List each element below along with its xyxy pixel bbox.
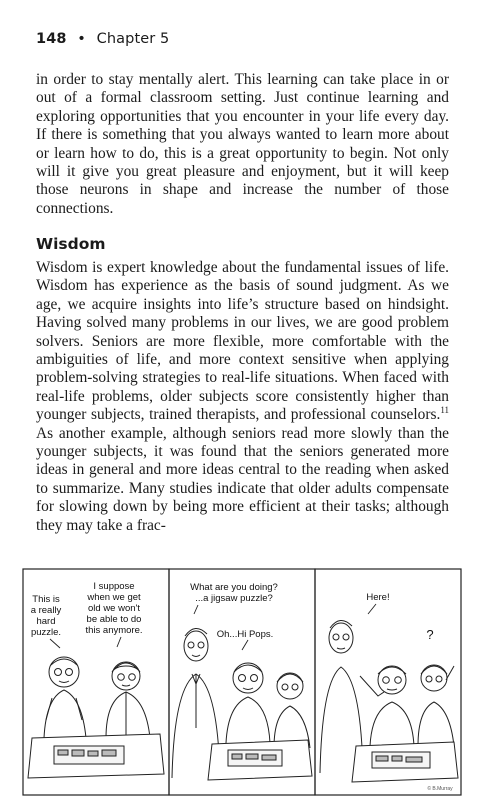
caption-line: be able to do [86,614,142,625]
running-header [36,31,169,47]
panel2-bottom-caption: Oh...Hi Pops. [216,629,274,640]
chapter-label: Chapter 5 [96,31,170,47]
panel3-drawing [320,620,458,782]
section-heading: Wisdom [36,235,106,253]
caption-line: I suppose [93,581,135,592]
header-separator: • [77,31,86,47]
caption-line: this anymore. [85,625,143,636]
paragraph-continued: in order to stay mentally alert. This learning can take place in or out of a formal classroom setting. Just continue learning and exploring opportunities that you encounter in your life every day. If there is something that you always wanted to learn more about or learn how to do, this is a great opportunity to begin. Not only will it give you great pleasure and enjoyment, but it will keep those neurons in shape and increase the number of those connections. [36,71,449,217]
panel2-drawing [172,628,312,780]
caption-line: puzzle. [30,627,62,638]
caption-line: This is [32,594,60,605]
paragraph-wisdom [36,259,449,535]
panel2-top-caption [190,582,278,604]
panel1-drawing [28,657,164,778]
paragraph-wisdom-text-a: Wisdom is expert knowledge about the fundamental issues of life. Wisdom has experience as the basis of sound judgment. As we age, we acquire insights into life’s structure based on hindsight. Having solved many problems in our lives, we are good problem solvers. Seniors are more flexible, more comfortable with the ambiguities of life, and more context sensitive when applying problem-solving strategies to real-life situations. When faced with real-life problems, older subjects score consistently higher than younger subjects, trained therapists, and professional counselors. [36,259,449,424]
paragraph-wisdom-text-b: As another example, although seniors read more slowly than the younger subjects, it was found that the seniors generated more ideas in general and more ideas central to the reading when asked to summarize. Many studies indicate that older adults compensate for slowing down by being more efficient at their tasks; although they may take a frac- [36,424,449,534]
caption-line: hard [36,616,56,627]
cartoon-illustration [22,568,462,798]
page-number: 148 [36,31,67,47]
caption-line: when we get [87,592,141,603]
caption-line: old we won't [88,603,140,614]
caption-line: ...a jigsaw puzzle? [195,593,273,604]
panel1-right-caption [85,581,142,636]
footnote-reference: 11 [440,405,449,416]
panel3-caption: Here! [366,592,390,603]
panel1-left-caption [31,594,62,638]
panel3-question-mark: ? [426,627,434,642]
caption-line: a really [30,605,62,616]
cartoon-signature: © B.Murray [427,786,453,792]
caption-line: What are you doing? [190,582,278,593]
